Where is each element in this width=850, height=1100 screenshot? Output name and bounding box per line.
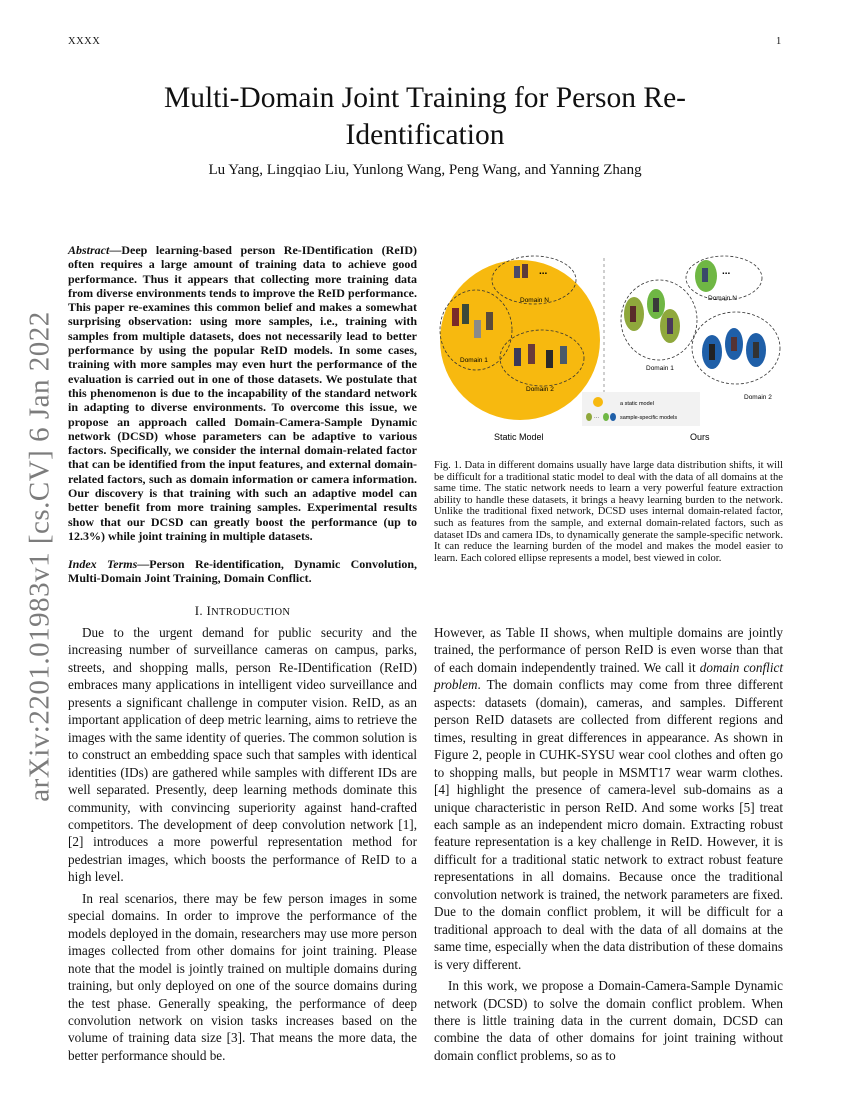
right-p1-emphasis: domain conflict problem	[434, 659, 783, 693]
person-thumb	[452, 308, 459, 326]
ours-domain-2-label: Domain 2	[744, 394, 772, 401]
person-thumb	[528, 344, 535, 364]
section-rest: NTRODUCTION	[211, 607, 291, 618]
static-model-circle	[440, 260, 600, 420]
intro-paragraph-2: In real scenarios, there may be few person images in some special domains. In order to improve the performance of the models deployed in the domain, researchers may use more person images collected from other domains for joint training. Please note that the model is jointly trained on multiple domains during training, but only deployed on one of the source domains during the test phase. Generally speaking, the performance of deep convolution network on vision tasks increases based on the volume of training data size [3]. That means the more data, the better performance should be.	[68, 890, 417, 1063]
person-thumb	[474, 320, 481, 338]
paper-title: Multi-Domain Joint Training for Person Re-Identification	[164, 82, 686, 151]
legend-static-label: a static model	[620, 401, 654, 407]
person-thumb	[462, 304, 469, 324]
person-thumb	[486, 312, 493, 330]
ours-label: Ours	[690, 432, 710, 442]
right-paragraph-2: In this work, we propose a Domain-Camera-Sample Dynamic network (DCSD) to solve the domain conflict problem. When there is little training data in the current domain, DCSD can combine the data of other domains for joint training without domain conflict problems, so as to	[434, 978, 783, 1063]
ours-domain-1-label: Domain 1	[646, 365, 674, 372]
person-thumb	[653, 298, 659, 312]
right-p1-a: However, as Table II shows, when multiple domains are jointly trained, the performance of person ReID is even worse than that of each domain independently trained. We call it	[434, 625, 783, 675]
ours-domain-n-label: Domain N	[708, 295, 737, 302]
person-thumb	[546, 350, 553, 368]
legend-olive-swatch	[586, 413, 592, 421]
running-header: XXXX	[68, 36, 101, 47]
person-thumb	[667, 318, 673, 334]
arxiv-stamp: arXiv:2201.01983v1 [cs.CV] 6 Jan 2022	[23, 311, 56, 802]
figure-1-caption: Fig. 1. Data in different domains usually have large data distribution shifts, it will be difficult for a traditional static model to deal with the data of all domains at the same time. The static network needs to learn a very powerful feature extraction ability to handle these datasets, it brings a heavy learning burden to the network. Unlike the traditional fixed network, DCSD uses internal domain-related factor, such as features from the sample, and external domain-related factors, such as dataset IDs and camera IDs, to dynamically generate the sample-specific network. It can reduce the learning burden of the model and makes the model easier to learn. Each colored ellipse represents a model, best viewed in color.	[434, 460, 783, 564]
section-first-letter: I	[206, 603, 212, 618]
legend-green-swatch	[603, 413, 609, 421]
intro-paragraph-1: Due to the urgent demand for public security and the increasing number of surveillance cameras on campus, parks, streets, and shopping malls, person Re-IDentification (ReID) embraces many applications in intelligent video surveillance and presents a significant challenge in computer vision. ReID, as an important application of deep metric learning, aims to retrieve the images with the same identity of queries. The common solution is to construct an embedding space such that samples with identical identities (IDs) are gathered while samples with different IDs are well separated. Presently, deep learning methods dominate this community, with convincing superiority against hand-crafted competitors. The development of deep convolution network [1], [2] introduces a more powerful representation method for pedestrian images, which boosts the performance of ReID to a high level.	[68, 625, 417, 885]
ours-domain-n-ellipsis: ...	[722, 266, 731, 277]
person-thumb	[630, 306, 636, 322]
legend-static-swatch	[593, 397, 603, 407]
person-thumb	[709, 344, 715, 360]
section-numeral: I.	[194, 603, 207, 618]
section-heading	[68, 603, 417, 619]
index-terms-text: —Person Re-identification, Dynamic Convolution, Multi-Domain Joint Training, Domain Conflict.	[68, 557, 417, 586]
right-p1-b: . The domain conflicts may come from three different aspects: datasets (domain), cameras, and samples. Different person ReID datasets are collected from different regions and times, resulting in great differences in appearance. As shown in Figure 2, people in CUHK-SYSU wear cool clothes and often go to shopping malls, but people in MSMT17 wear warm clothes. [4] highlight the presence of camera-level sub-domains as a unique characteristic in person ReID. And some works [5] treat each sample as an independent micro domain. Extracting robust feature representation is a key challenge in ReID. However, it is difficult for a traditional static network to extract robust feature representations in all domains. Because once the traditional convolution network is trained, the network parameters are fixed. Due to the domain conflict problem, it will be difficult for a traditional approach to deal with the data of all domains at the same time, especially when the data distribution of these domains is very different.	[434, 677, 783, 972]
person-thumb	[514, 266, 520, 278]
person-thumb	[731, 337, 737, 351]
figure-1	[434, 240, 783, 445]
index-terms-label: Index Terms	[68, 557, 138, 571]
static-domain-2-label: Domain 2	[526, 386, 554, 393]
figure-1-diagram	[434, 240, 783, 445]
static-domain-1-label: Domain 1	[460, 357, 488, 364]
static-domain-n-label: Domain N	[520, 297, 549, 304]
right-paragraph-1	[434, 624, 783, 973]
abstract-label: Abstract	[68, 243, 110, 257]
legend-specific-label: sample-specific models	[620, 415, 678, 421]
index-terms	[68, 557, 417, 586]
legend-dots: ···	[594, 415, 599, 421]
static-model-label: Static Model	[494, 432, 544, 442]
legend-blue-swatch	[610, 413, 616, 421]
person-thumb	[560, 346, 567, 364]
static-domain-n-ellipsis: ...	[539, 266, 548, 277]
left-column	[68, 624, 417, 1064]
person-thumb	[514, 348, 521, 366]
person-thumb	[702, 268, 708, 282]
person-thumb	[753, 342, 759, 358]
author-list: Lu Yang, Lingqiao Liu, Yunlong Wang, Peng Wang, and Yanning Zhang	[208, 162, 642, 178]
right-column	[434, 624, 783, 1064]
person-thumb	[522, 264, 528, 278]
abstract	[68, 243, 417, 543]
abstract-text: —Deep learning-based person Re-IDentification (ReID) often requires a large amount of training data to achieve good performance. Thus it appears that collecting more training data from diverse environments tends to improve the ReID performance. This paper re-examines this common belief and makes a somewhat surprising observation: using more samples, i.e., training with samples from multiple datasets, does not necessarily lead to better performance by using the popular ReID models. In some cases, training with more samples may even hurt the performance of the evaluation is carried out in one of those datasets. We postulate that this phenomenon is due to the incapability of the standard network in adapting to diverse environments. To overcome this issue, we propose an approach called Domain-Camera-Sample Dynamic network (DCSD) whose parameters can be adaptive to various factors. Specifically, we consider the internal domain-related factor that can be identified from the input features, and external domain-related factors, such as domain information or camera information. Our discovery is that training with such an adaptive model can better benefit from more training samples. Experimental results show that our DCSD can greatly boost the performance (up to 12.3%) while joint training in multiple datasets.	[68, 243, 417, 543]
page-number: 1	[776, 36, 782, 47]
